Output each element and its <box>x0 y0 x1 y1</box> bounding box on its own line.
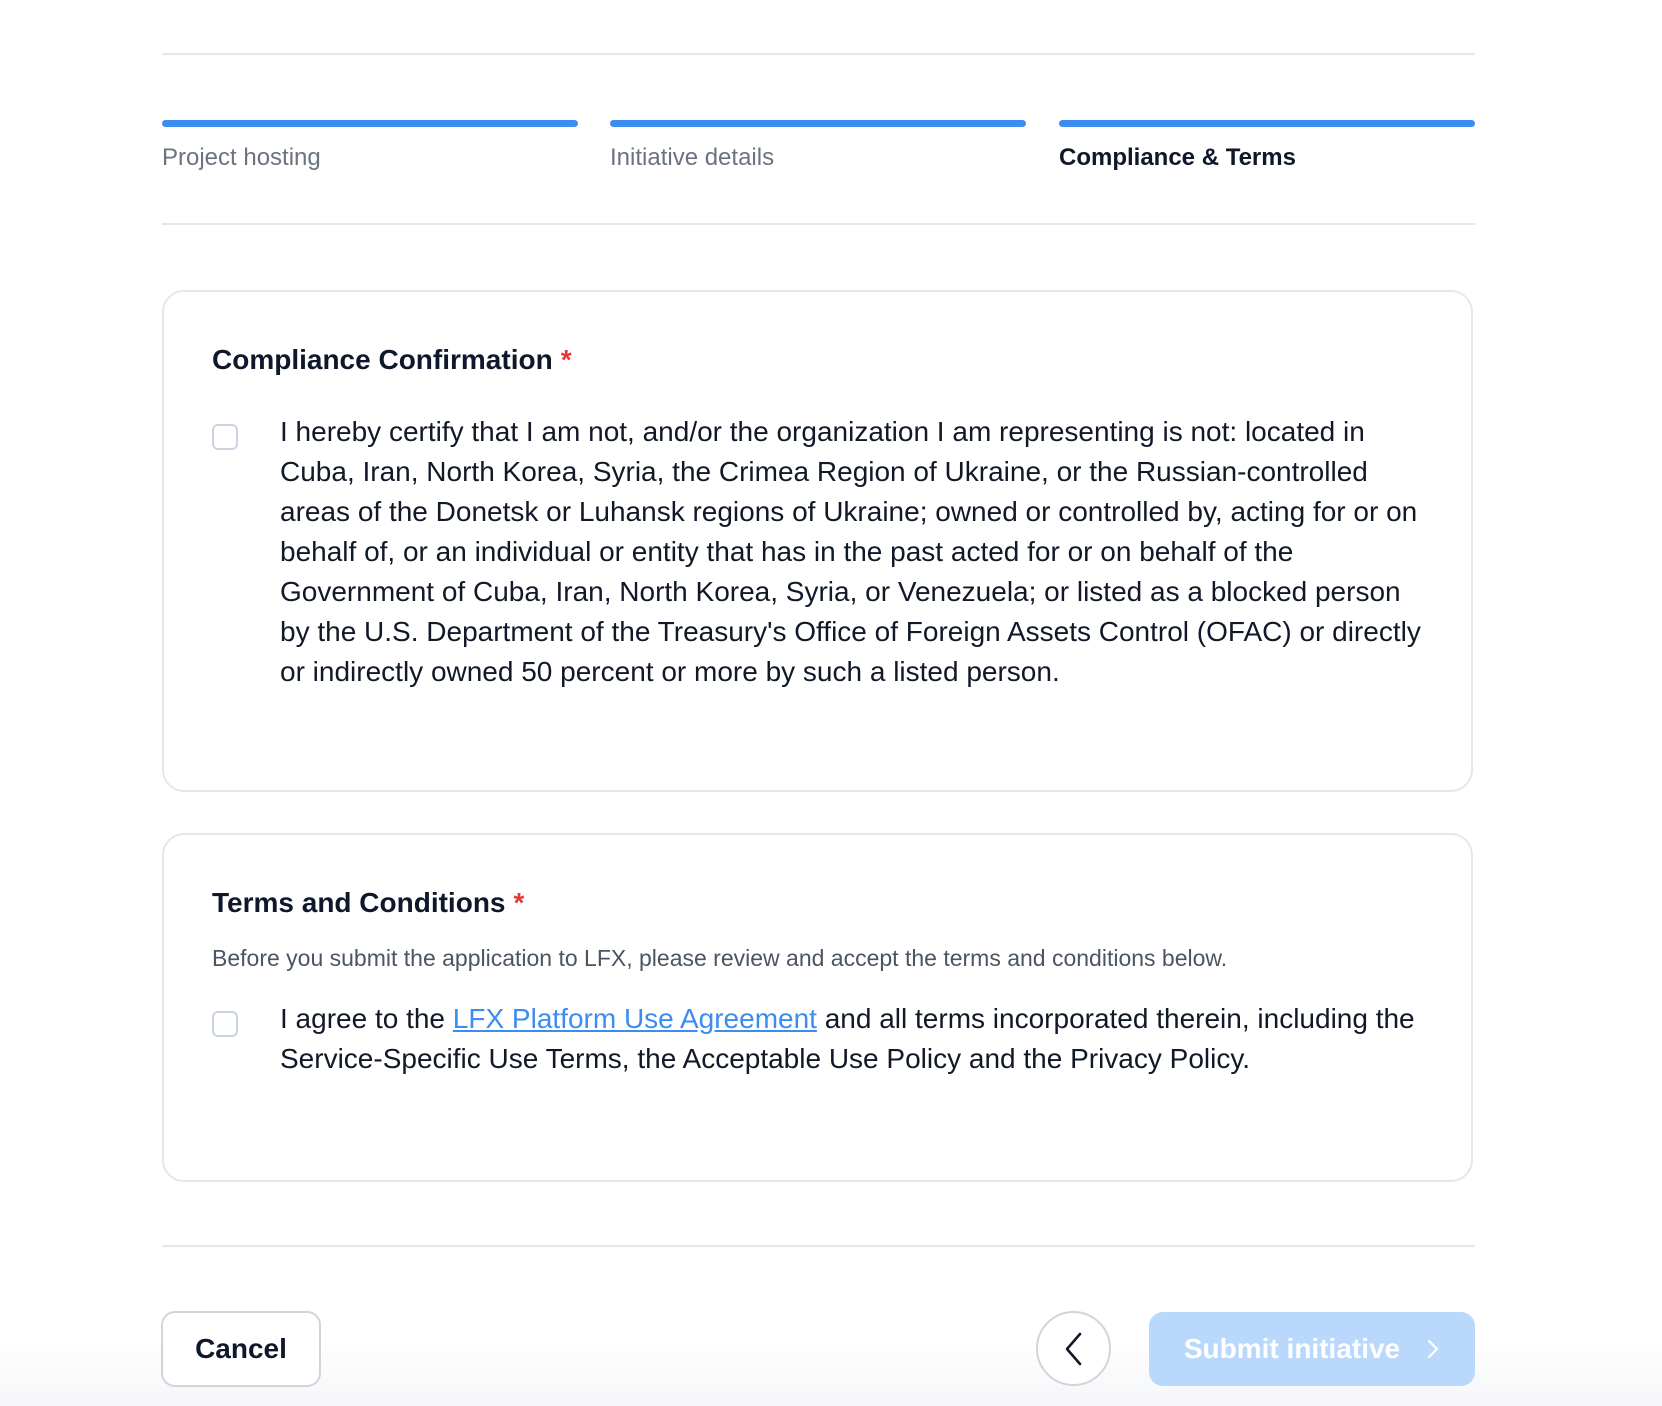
terms-title-text: Terms and Conditions <box>212 887 506 918</box>
terms-title <box>212 887 524 919</box>
chevron-left-icon <box>1061 1330 1087 1368</box>
stepper <box>162 120 1475 180</box>
platform-use-agreement-link[interactable]: LFX Platform Use Agreement <box>452 1003 817 1034</box>
stepper-divider <box>162 223 1475 225</box>
step-progress-bar <box>1059 120 1475 127</box>
submit-label: Submit initiative <box>1183 1333 1401 1364</box>
step-compliance-terms[interactable] <box>1059 120 1475 172</box>
step-progress-bar <box>162 120 578 127</box>
required-marker: * <box>560 344 572 375</box>
compliance-statement[interactable]: I hereby certify that I am not, and/or the organization I am representing is not: located in Cuba, Iran, North Korea, Syria, the Crimea Region of Ukraine, or the Russian-controlled areas of the Donetsk or Luhansk regions of Ukraine; owned or controlled by, acting for or on behalf of, or an individual or entity that has in the past acted for or on behalf of the Government of Cuba, Iran, North Korea, Syria, or Venezuela; or listed as a blocked person by the U.S. Department of the Treasury's Office of Foreign Assets Control (OFAC) or directly or indirectly owned 50 percent or more by such a listed person. <box>280 416 1421 687</box>
step-label: Initiative details <box>610 144 775 171</box>
step-initiative-details[interactable] <box>610 120 1026 172</box>
step-label: Project hosting <box>162 144 321 171</box>
step-project-hosting[interactable] <box>162 120 578 172</box>
compliance-checkbox[interactable] <box>212 424 238 450</box>
step-progress-bar <box>610 120 1026 127</box>
terms-checkbox[interactable] <box>212 1011 238 1037</box>
terms-agreement-text[interactable] <box>280 999 1430 1079</box>
agree-prefix: I agree to the <box>280 1003 453 1034</box>
compliance-confirmation-card <box>162 290 1473 792</box>
compliance-title <box>212 344 572 376</box>
footer-divider <box>162 1245 1475 1247</box>
submit-initiative-button[interactable] <box>1149 1312 1475 1386</box>
agree-suffix: and all terms incorporated therein, including the Service-Specific Use Terms, the Acceptable Use Policy and the Privacy Policy. <box>280 1003 1415 1074</box>
terms-description: Before you submit the application to LFX, please review and accept the terms and conditions below. <box>212 945 1228 971</box>
back-button[interactable] <box>1036 1311 1111 1386</box>
required-marker: * <box>513 887 525 918</box>
top-divider <box>162 53 1475 55</box>
terms-conditions-card <box>162 833 1473 1182</box>
compliance-title-text: Compliance Confirmation <box>212 344 553 375</box>
chevron-right-icon <box>1426 1337 1440 1361</box>
step-label: Compliance & Terms <box>1059 144 1296 171</box>
cancel-button[interactable]: Cancel <box>161 1311 321 1387</box>
